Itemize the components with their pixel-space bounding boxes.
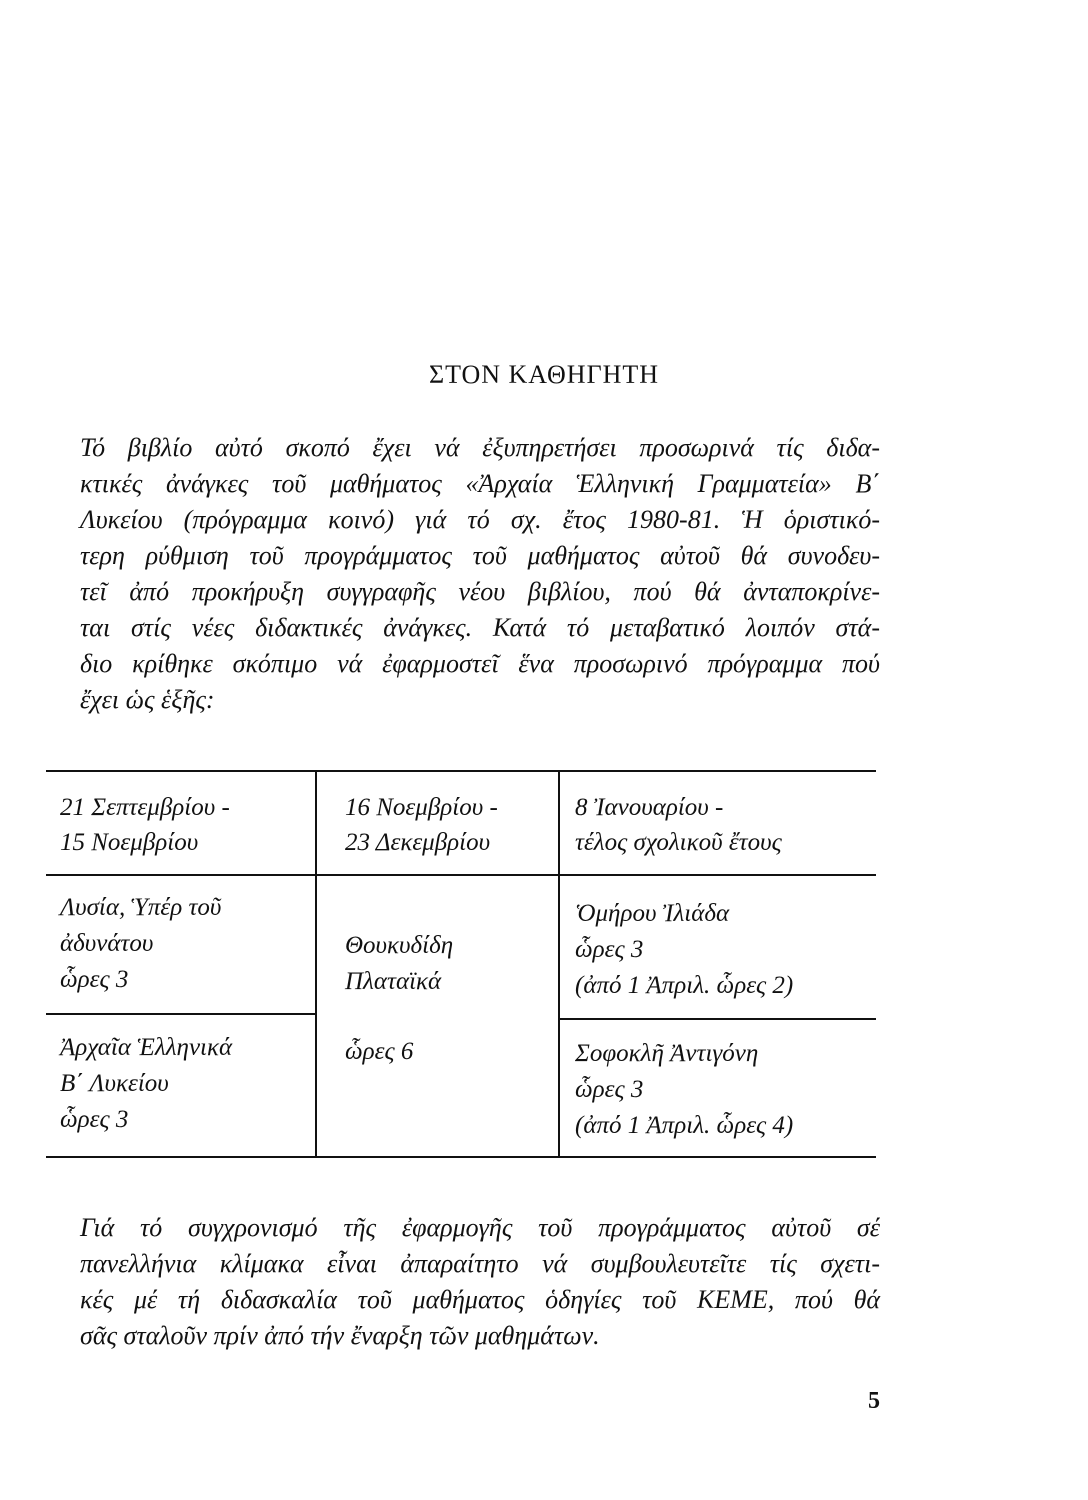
col2-hours: ὧρες 6 [345, 1038, 414, 1065]
intro-line: διο κρίθηκε σκόπιμο νά ἐφαρμοστεῖ ἕνα προσωρινό πρόγραμμα πού [80, 649, 880, 678]
page-number: 5 [868, 1388, 880, 1414]
period-2-start: 16 Νοεμβρίου - [345, 794, 498, 821]
col1-entry-2-title: Ἀρχαῖα Ἑλληνικά [60, 1034, 233, 1061]
table-bottom-rule [46, 1156, 876, 1158]
col3-entry-1-title: Ὁμήρου Ἰλιάδα [575, 900, 730, 927]
intro-paragraph [60, 430, 880, 718]
col1-entry-2-subtitle: Β΄ Λυκείου [60, 1070, 169, 1097]
closing-line: Γιά τό συγχρονισμό τῆς ἐφαρμογῆς τοῦ προγράμματος αὐτοῦ σέ [80, 1213, 880, 1242]
intro-line: Τό βιβλίο αὐτό σκοπό ἔχει νά ἐξυπηρετήσει προσωρινά τίς διδα- [80, 433, 880, 462]
intro-line: ται στίς νέες διδακτικές ἀνάγκες. Κατά τό μεταβατικό λοιπόν στά- [80, 613, 880, 642]
intro-line: κτικές ἀνάγκες τοῦ μαθήματος «Ἀρχαία Ἑλληνική Γραμματεία» Β΄ [80, 469, 880, 498]
period-3-end: τέλος σχολικοῦ ἔτους [575, 829, 782, 856]
col1-entry-1-subtitle: ἀδυνάτου [60, 930, 154, 957]
table-col-divider-2 [558, 770, 560, 1158]
period-1-end: 15 Νοεμβρίου [60, 829, 199, 856]
closing-line: κές μέ τή διδασκαλία τοῦ μαθήματος ὁδηγίες τοῦ ΚΕΜΕ, πού θά [80, 1285, 880, 1314]
col2-title: Θουκυδίδη [345, 932, 454, 959]
intro-line: τεῖ ἀπό προκήρυξη συγγραφῆς νέου βιβλίου, πού θά ἀνταποκρίνε- [80, 577, 880, 606]
period-2-end: 23 Δεκεμβρίου [345, 829, 491, 856]
col3-entry-1-note: (ἀπό 1 Ἀπριλ. ὧρες 2) [575, 972, 794, 999]
col3-entry-2-note: (ἀπό 1 Ἀπριλ. ὧρες 4) [575, 1112, 794, 1139]
table-top-rule [46, 770, 876, 772]
closing-line: σᾶς σταλοῦν πρίν ἀπό τήν ἔναρξη τῶν μαθημάτων. [80, 1321, 600, 1350]
col2-subtitle: Πλαταϊκά [345, 968, 442, 995]
table-col-divider-1 [315, 770, 317, 1158]
col3-entry-2-title: Σοφοκλῆ Ἀντιγόνη [575, 1040, 759, 1067]
col3-entry-1-hours: ὧρες 3 [575, 936, 644, 963]
period-1-start: 21 Σεπτεμβρίου - [60, 794, 230, 821]
col1-entry-1-hours: ὧρες 3 [60, 966, 129, 993]
intro-line: ἔχει ὡς ἑξῆς: [80, 685, 215, 714]
table-mid-rule-left [46, 1013, 316, 1015]
intro-line: Λυκείου (πρόγραμμα κοινό) γιά τό σχ. ἔτος 1980-81. Ἡ ὁριστικό- [80, 505, 880, 534]
col1-entry-1-title: Λυσία, Ὑπέρ τοῦ [60, 894, 222, 921]
table-mid-rule-right [560, 1018, 876, 1020]
table-header-rule [46, 874, 876, 876]
col1-entry-2-hours: ὧρες 3 [60, 1106, 129, 1133]
intro-line: τερη ρύθμιση τοῦ προγράμματος τοῦ μαθήματος αὐτοῦ θά συνοδευ- [80, 541, 880, 570]
page-heading: ΣΤΟΝ ΚΑΘΗΓΗΤΗ [428, 360, 660, 389]
period-3-start: 8 Ἰανουαρίου - [575, 794, 724, 821]
closing-line: πανελλήνια κλίμακα εἶναι ἀπαραίτητο νά συμβουλευτεῖτε τίς σχετι- [80, 1249, 880, 1278]
col3-entry-2-hours: ὧρες 3 [575, 1076, 644, 1103]
closing-paragraph [60, 1210, 880, 1354]
